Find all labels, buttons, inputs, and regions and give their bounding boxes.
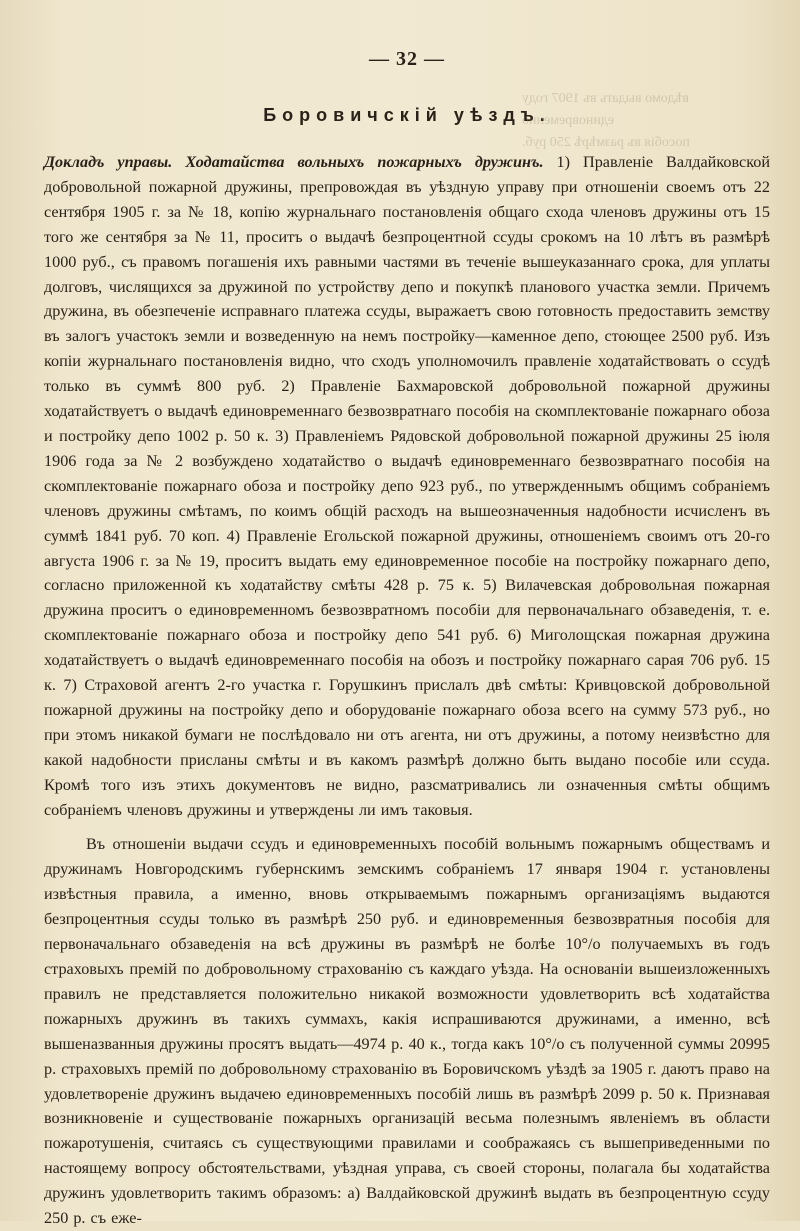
report-body: 1) Правленіе Валдайковской добровольной пожарной дружины, препровождая въ уѣздную управу при отношеніи своемъ отъ 22 сентября 1905 г. за № 18, копію журнальнаго постановленія общаго схода членовъ дружины отъ 15 того же сентября за № 11, проситъ о выдачѣ безпроцентной ссуды срокомъ на 10 лѣтъ въ размѣрѣ 1000 руб., съ правомъ погашенія ихъ равными частями въ теченіе вышеуказаннаго срока, для уплаты долговъ, числящихся за дружиной по устройству депо и покупкѣ планового участка земли. Причемъ дружина, въ обезпеченіе исправнаго платежа ссуды, выражаетъ свою готовность предоставить земству въ залогъ участокъ земли и возведенную на немъ постройку—каменное депо, стоющее 2500 руб. Изъ копіи журнальнаго постановленія видно, что сходъ уполномочилъ правленіе ходатайствовать о ссудѣ только въ суммѣ 800 руб. 2) Правленіе Бахмаровской добровольной пожарной дружины ходатайствуетъ о выдачѣ единовременнаго безвозвратнаго пособія на скомплектованіе пожарнаго обоза и постройку депо 1002 р. 50 к. 3) Правленіемъ Рядовской добровольной пожарной дружины 25 іюля 1906 года за № 2 возбуждено ходатайство о выдачѣ единовременнаго безвозвратнаго пособія на скомплектованіе пожарнаго обоза и постройку депо 923 руб., по утвержденнымъ общимъ собраніемъ членовъ дружины смѣтамъ, по коимъ общій расходъ на вышеозначенныя надобности исчисленъ въ суммѣ 1841 руб. 70 коп. 4) Правленіе Егольской пожарной дружины, отношеніемъ своимъ отъ 20-го августа 1906 г. за № 19, проситъ выдать ему единовременное пособіе на постройку пожарнаго депо, согласно приложенной къ ходатайству смѣты 428 р. 75 к. 5) Вилачевская добровольная пожарная дружина проситъ о единовременномъ безвозвратномъ пособіи для первоначальнаго обзаведенія, т. е. скомплектованіе пожарнаго обоза и постройку депо 541 руб. 6) Миголощская пожарная дружина ходатайствуетъ о выдачѣ единовременнаго пособія на обозъ и постройку пожарнаго сарая 706 руб. 15 к. 7) Страховой агентъ 2-го участка г. Горушкинъ прислалъ двѣ смѣты: Кривцовской добровольной пожарной дружины на постройку депо и оборудованіе пожарнаго обоза всего на сумму 573 руб., но при этомъ никакой бумаги не послѣдовало ни отъ агента, ни отъ дружины, а потому неизвѣстно для какой надобности присланы смѣты и въ какомъ размѣрѣ должно быть выдано пособіе или ссуда. Кромѣ того изъ этихъ документовъ не видно, разсматривались ли означенныя смѣты общимъ собраніемъ членовъ дружины и утверждены ли имъ таковыя. <box>44 153 770 819</box>
bleed-through-text <box>522 88 782 154</box>
section-title: Боровичскій уѣздъ. <box>263 105 551 125</box>
report-heading: Докладъ управы. Ходатайства вольныхъ пожарныхъ дружинъ. <box>44 153 544 171</box>
bleed-line-2: пособія въ размѣрѣ 250 руб. <box>522 135 690 150</box>
bleed-line-1: вѣдомо выдать въ 1907 году единовременно <box>522 91 690 128</box>
rules-body: Въ отношеніи выдачи ссудъ и единовременныхъ пособій вольнымъ пожарнымъ обществамъ и дружинамъ Новгородскимъ губернскимъ земскимъ собраніемъ 17 января 1904 г. установлены извѣстныя правила, а именно, вновь открываемымъ пожарнымъ организаціямъ выдаются безпроцентныя ссуды только въ размѣрѣ 250 руб. и единовременныя безвозвратныя пособія для первоначальнаго обзаведенія на всѣ дружины въ размѣрѣ не болѣе 10°/о получаемыхъ въ годъ страховыхъ премій по добровольному страхованію съ каждаго уѣзда. На основаніи вышеизложенныхъ правилъ не представляется положительно никакой возможности удовлетворить всѣ ходатайства пожарныхъ дружинъ въ такихъ суммахъ, какія испрашиваются дружинами, а именно, всѣ вышеназванныя дружины просятъ выдать—4974 р. 40 к., тогда какъ 10°/о съ полученной суммы 20995 р. страховыхъ премій по добровольному страхованію въ Боровичскомъ уѣздѣ за 1905 г. даютъ право на удовлетвореніе дружинъ выдачею единовременныхъ пособій лишь въ размѣрѣ 2099 р. 50 к. Признавая возникновеніе и существованіе пожарныхъ организацій весьма полезнымъ явленіемъ въ области пожаротушенія, считаясь съ существующими правилами и соображаясь съ вышеприведенными по настоящему вопросу обстоятельствами, уѣздная управа, съ своей стороны, полагала бы ходатайства дружинъ удовлетворить такимъ образомъ: а) Валдайковской дружинѣ выдать въ безпроцентную ссуду 250 р. съ еже- <box>44 835 770 1228</box>
paragraph-rules <box>44 832 770 1231</box>
page-number: — 32 — <box>369 48 445 70</box>
paragraph-report <box>44 150 770 822</box>
